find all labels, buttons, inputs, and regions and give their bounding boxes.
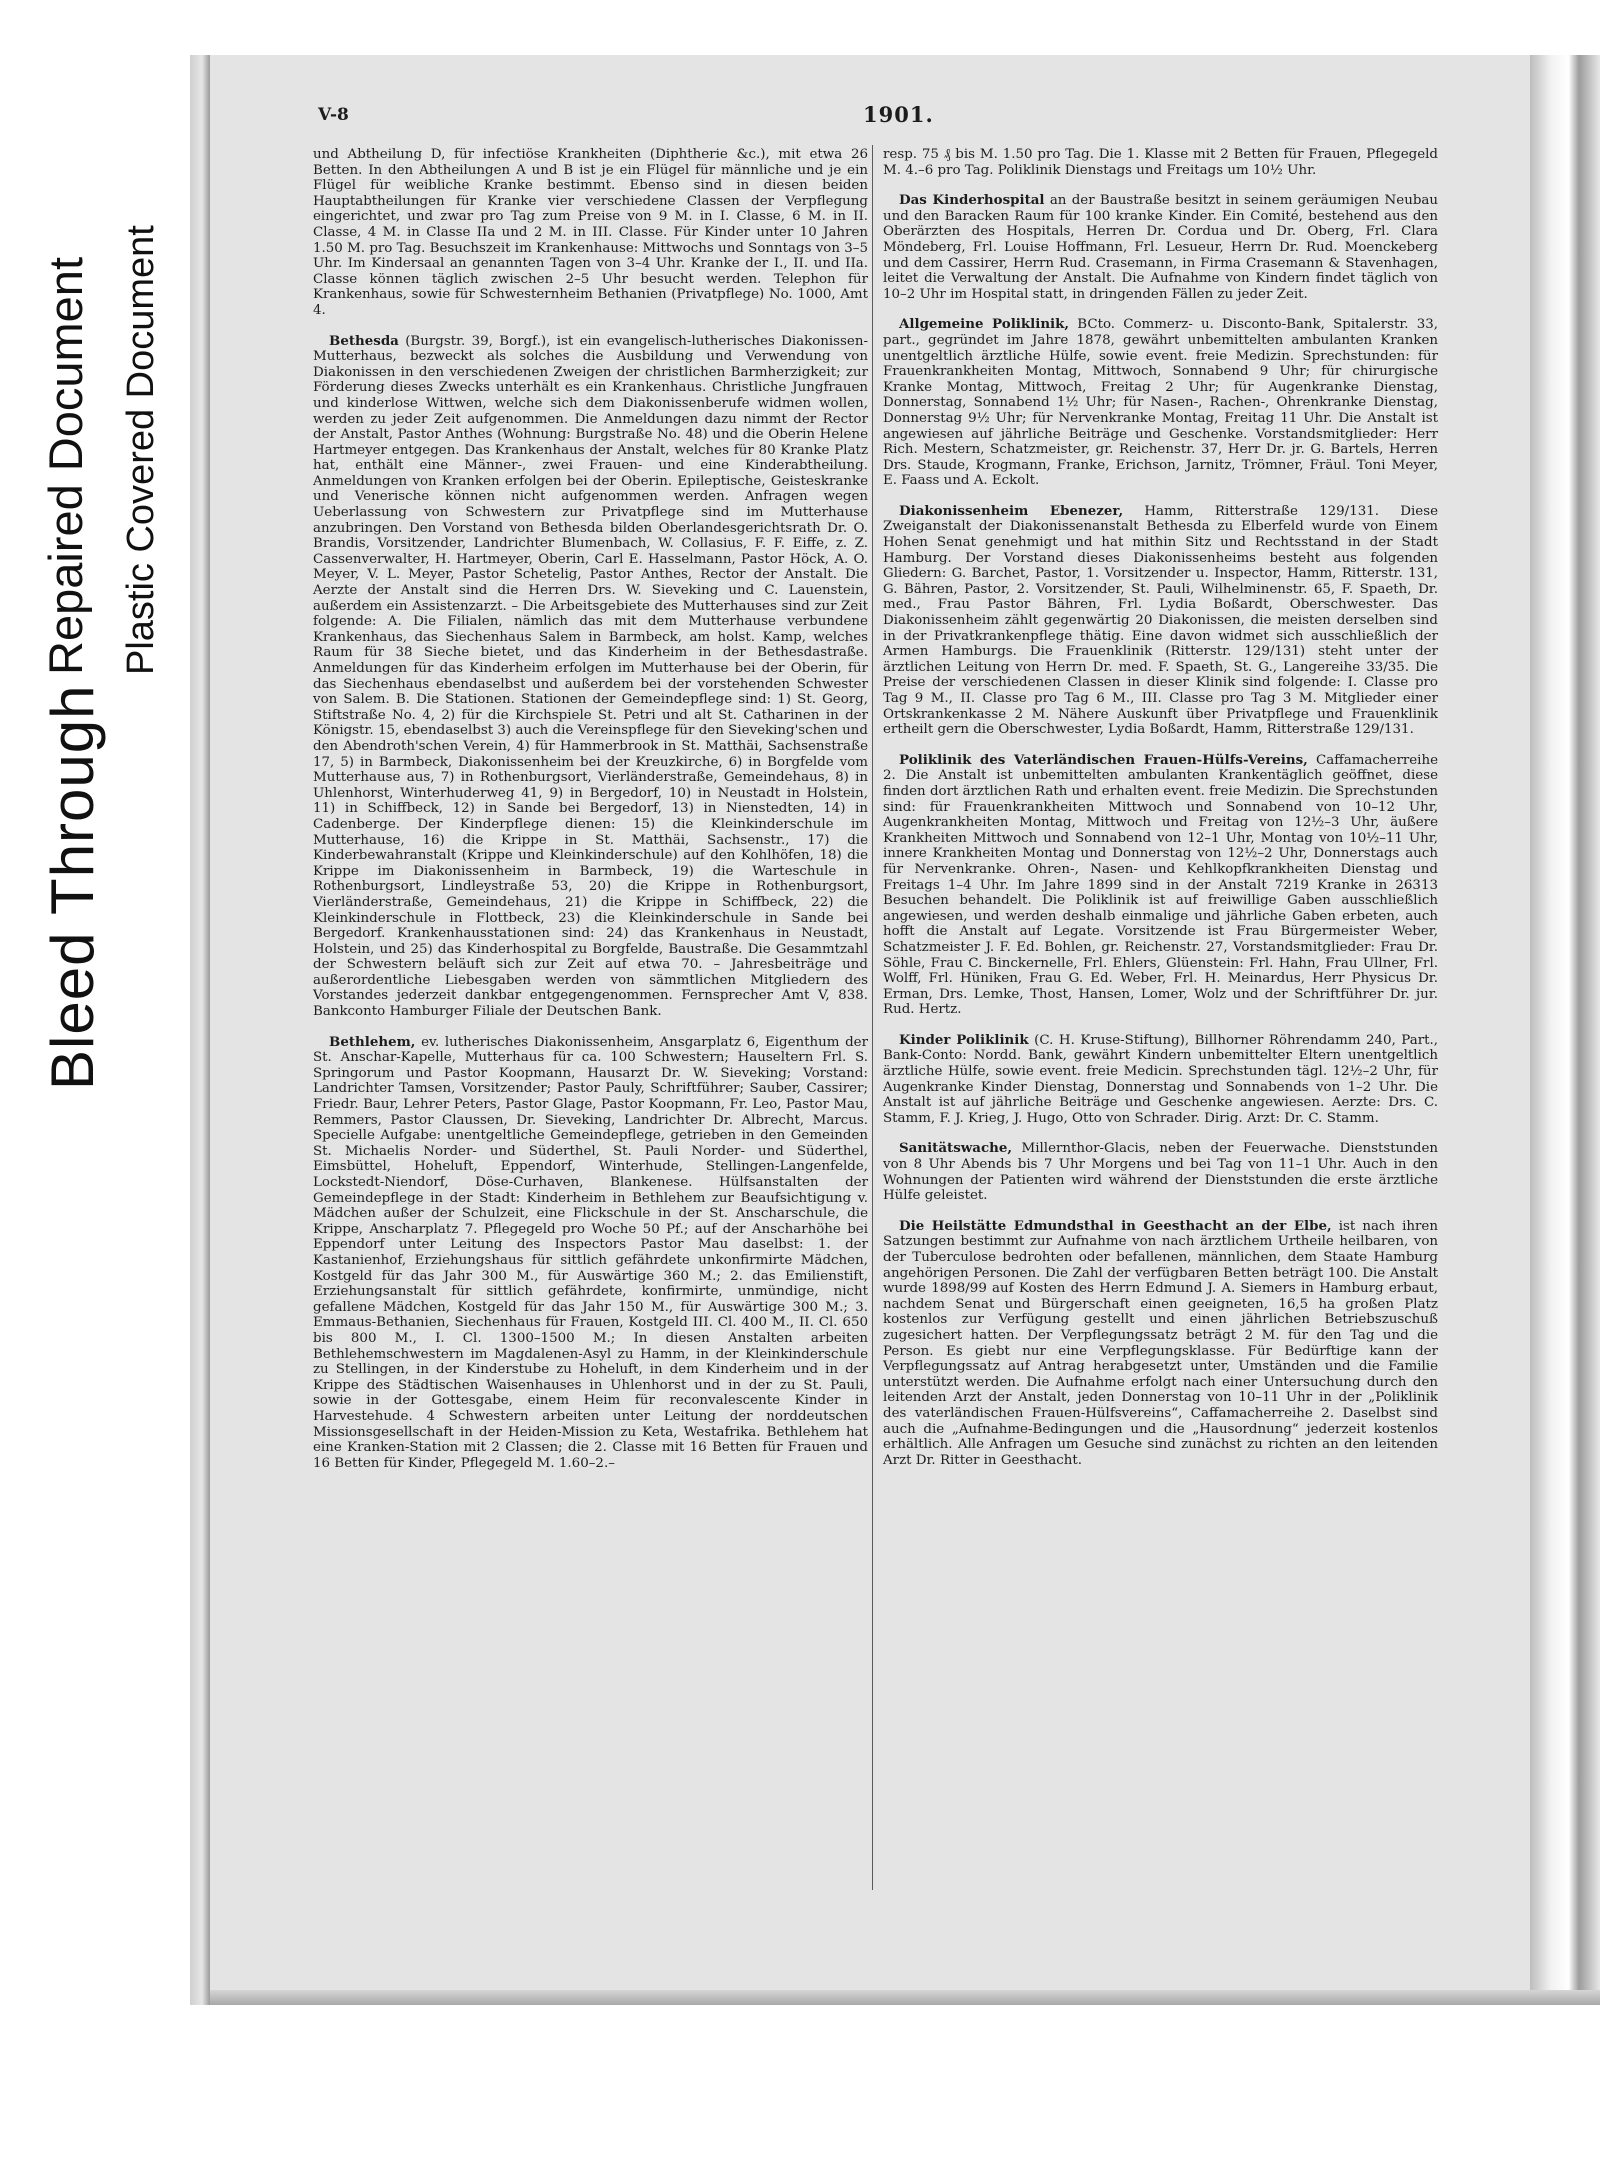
entry-heading: Kinder Poliklinik — [899, 1031, 1029, 1048]
scan-binding-edge — [190, 55, 210, 2005]
scan-bottom-shadow — [210, 1990, 1600, 2005]
entry-text: ist nach ihren Satzungen bestimmt zur Aufnahme von nach ärztlichem Urtheile heilbaren, von der Tuberculose bedrohten oder befallenen, männlichen, dem Staate Hamburg angehörigen Personen. Die Zahl der verfügbaren Betten beträgt 100. Die Anstalt wurde 1898/99 auf Kosten des Herrn Edmund J. A. Siemers in Hamburg erbaut, nachdem Senat und Bürgerschaft einen geeigneten, 16,5 ha großen Platz kostenlos zur Verfügung gestellt und einen jährlichen Betriebszuschuß zugesichert hatten. Der Verpflegungssatz beträgt 2 M. für den Tag und die Person. Es giebt nur eine Verpflegungsklasse. Für Bedürftige kann der Verpflegungssatz auf Antrag herabgesetzt unter, Umständen und die Familie unterstützt werden. Die Aufnahme erfolgt nach einer Untersuchung durch den leitenden Arzt der Anstalt, jeden Donnerstag von 10–11 Uhr in der „Poliklinik des vaterländischen Frauen-Hülfsvereins“, Caffamacherreihe 2. Daselbst sind auch die „Aufnahme-Bedingungen und die „Hausordnung“ jederzeit kostenlos erhältlich. Alle Anfragen um Gesuche sind zunächst zu richten an den leitenden Arzt Dr. Ritter in Geesthacht. — [883, 1218, 1438, 1468]
column-divider — [872, 145, 873, 1890]
entry-paragraph — [883, 193, 1438, 302]
entry-paragraph — [883, 1033, 1438, 1127]
page-year: 1901. — [863, 102, 934, 127]
entry-text: Millernthor-Glacis, neben der Feuerwache. Dienststunden von 8 Uhr Abends bis 7 Uhr Morgens und bei Tag von 11–1 Uhr. Auch in den Wohnungen der Patienten wird während der Dienststunden die erste ärztliche Hülfe geleistet. — [883, 1141, 1438, 1204]
entry-paragraph — [313, 147, 868, 319]
entry-paragraph — [883, 1141, 1438, 1203]
entry-paragraph — [883, 753, 1438, 1018]
bleed-through-label: Bleed Through — [39, 684, 106, 1090]
entry-heading: Das Kinderhospital — [899, 192, 1045, 209]
entry-heading: Sanitätswache, — [899, 1140, 1013, 1157]
entry-heading: Diakonissenheim Ebenezer, — [899, 502, 1124, 519]
entry-text: an der Baustraße besitzt in seinem geräumigen Neubau und den Baracken Raum für 100 kranke Kinder. Ein Comité, bestehend aus den Oberärzten des Hospitals, Herren Dr. Cordua und Dr. Oberg, Frl. Clara Möndeberg, Frl. Louise Hoffmann, Frl. Lesueur, Herrn Dr. Rud. Moenckeberg und dem Cassirer, Herrn Rud. Crasemann, in Firma Crasemann & Stavenhagen, leitet die Verwaltung der Anstalt. Die Aufnahme von Kindern findet täglich von 10–2 Uhr im Hospital statt, in dringenden Fällen zu jeder Zeit. — [883, 193, 1439, 302]
entry-paragraph — [313, 1035, 868, 1472]
entry-heading: Bethesda — [329, 332, 399, 349]
entry-text: Caffamacherreihe 2. Die Anstalt ist unbemittelten ambulanten Krankentäglich geöffnet, diese finden dort ärztlichen Rath und erhalten event. freie Medizin. Die Sprechstunden sind: für Frauenkrankheiten Mittwoch und Sonnabend von 10–12 Uhr, Augenkrankheiten Montag, Mittwoch und Freitag von 12½–3 Uhr, äußere Krankheiten Mittwoch und Sonnabend von 12–1 Uhr, Montag von 10½–11 Uhr, innere Krankheiten Montag und Donnerstag von 12½–2 Uhr, Donnerstags auch für Nervenkranke. Ohren-, Nasen- und Kehlkopfkrankheiten Dienstag und Freitags 1–4 Uhr. Im Jahre 1899 sind in der Anstalt 7219 Kranke in 26313 Besuchen behandelt. Die Poliklinik ist auf freiwillige Gaben ausschließlich angewiesen, und werden deshalb einmalige und jährliche Gaben erbeten, auch hofft die Anstalt auf Legate. Vorsitzende ist Frau Bürgermeister Weber, Schatzmeister J. F. Ed. Bohlen, gr. Reichenstr. 27, Vorstandsmitglieder: Frau Dr. Söhle, Frau C. Binckernelle, Frl. Ehlers, Glüenstein: Frl. Hahn, Frau Ullner, Frl. Wolff, Frl. Hüniken, Frau G. Ed. Weber, Frl. H. Meinardus, Herr Physicus Dr. Erman, Drs. Lemke, Thost, Hansen, Lomer, Wolz und der Schriftführer Dr. jur. Rud. Hertz. — [883, 752, 1438, 1018]
page-header — [318, 102, 1488, 135]
entry-heading: Poliklinik des Vaterländischen Frauen-Hülfs-Vereins, — [899, 751, 1308, 768]
plastic-covered-label: Plastic Covered Document — [120, 225, 162, 675]
entry-text: Hamm, Ritterstraße 129/131. Diese Zweiganstalt der Diakonissenanstalt Bethesda zu Elberfeld wurde von Einem Hohen Senat genehmigt und hat mithin Sitz und Rechtsstand in der Stadt Hamburg. Der Vorstand dieses Diakonissenheims besteht aus folgenden Gliedern: G. Barchet, Pastor, 1. Vorsitzender u. Inspector, Hamm, Ritterstr. 131, G. Bähren, Pastor, 2. Vorsitzender, St. Pauli, Wilhelminenstr. 65, F. Spaeth, Dr. med., Frau Pastor Bähren, Frl. Lydia Boßardt, Oberschwester. Das Diakonissenheim zählt gegenwärtig 20 Diakonissen, die meisten derselben sind in der Privatkrankenpflege thätig. Eine davon widmet sich ausschließlich der Armen Hamburgs. Die Frauenklinik (Ritterstr. 129/131) steht unter der ärztlichen Leitung von Herrn Dr. med. F. Spaeth, St. G., Langereihe 33/35. Die Preise der verschiedenen Classen in dieser Klinik sind folgende: I. Classe pro Tag 9 M., II. Classe pro Tag 6 M., III. Classe pro Tag 3 M. Mitglieder einer Ortskrankenkasse 2 M. Nähere Auskunft über Privatpflege und Frauenklinik ertheilt gern die Oberschwester, Lydia Boßardt, Hamm, Ritterstraße 129/131. — [883, 503, 1438, 738]
entry-heading: Allgemeine Poliklinik, — [899, 316, 1070, 333]
right-column — [883, 147, 1438, 1483]
entry-paragraph — [883, 1219, 1438, 1469]
entry-text: (C. H. Kruse-Stiftung), Billhorner Röhrendamm 240, Part., Bank-Conto: Nordd. Bank, gewährt Kindern unbemittelter Eltern unentgeltlich ärztliche Hülfe, sowie event. freie Medicin. Sprechstunden tägl. 12½–2 Uhr, für Augenkranke Kinder Dienstag, Donnerstag und Sonnabends von 1–2 Uhr. Die Anstalt ist auf jährliche Beiträge und Geschenke angewiesen. Aerzte: Drs. C. Stamm, F. J. Krieg, J. Hugo, Otto von Schrader. Dirig. Arzt: Dr. C. Stamm. — [883, 1032, 1438, 1126]
entry-heading: Bethlehem, — [329, 1033, 416, 1050]
left-column — [313, 147, 868, 1486]
entry-text: und Abtheilung D, für infectiöse Krankheiten (Diphtherie &c.), mit etwa 26 Betten. In den Abtheilungen A und B ist je ein Flügel für männliche und je ein Flügel für weibliche Kranke bestimmt. Ebenso sind in diesen beiden Hauptabtheilungen für Kranke vier verschiedene Classen der Verpflegung eingerichtet, und zwar pro Tag zum Preise von 9 M. in I. Classe, 6 M. in II. Classe, 4 M. in Classe IIa und 2 M. in III. Classe. Für Kinder unter 10 Jahren 1.50 M. pro Tag. Besuchszeit im Krankenhause: Mittwochs und Sonntags von 3–5 Uhr. Im Kindersaal an genannten Tagen von 3–4 Uhr. Kranke der I., II. und IIa. Classe können täglich zwischen 2–5 Uhr besucht werden. Telephon für Krankenhaus, sowie für Schwesternheim Bethanien (Privatpflege) No. 1000, Amt 4. — [313, 147, 868, 318]
entry-paragraph — [313, 334, 868, 1020]
entry-text: (Burgstr. 39, Borgf.), ist ein evangelisch-lutherisches Diakonissen-Mutterhaus, bezweckt als solches die Ausbildung und Verwendung von Diakonissen in den verschiedenen Zweigen der christlichen Barmherzigkeit; zur Förderung dieses Zwecks unterhält es ein Krankenhaus. Christliche Jungfrauen und kinderlose Wittwen, welche sich dem Diakonissenberufe widmen wollen, werden zu jeder Zeit aufgenommen. Die Anmeldungen dazu nimmt der Rector der Anstalt, Pastor Anthes (Wohnung: Burgstraße No. 48) und die Oberin Helene Hartmeyer entgegen. Das Krankenhaus der Anstalt, welches für 80 Kranke Platz hat, enthält eine Männer-, zwei Frauen- und eine Kinderabtheilung. Anmeldungen von Kranken erfolgen bei der Oberin. Epileptische, Geisteskranke und Venerische können nicht aufgenommen werden. Anfragen wegen Ueberlassung von Schwestern zur Privatpflege sind im Mutterhause anzubringen. Den Vorstand von Bethesda bilden Oberlandesgerichtsrath Dr. O. Brandis, Vorsitzender, Landrichter Blumenbach, W. Collasius, F. F. Eiffe, z. Z. Cassenverwalter, H. Hartmeyer, Oberin, Carl E. Hasselmann, Pastor Höck, A. O. Meyer, V. L. Meyer, Pastor Schetelig, Pastor Anthes, Rector der Anstalt. Die Aerzte der Anstalt sind die Herren Drs. W. Sieveking und C. Lauenstein, außerdem ein Assistenzarzt. – Die Arbeitsgebiete des Mutterhauses sind zur Zeit folgende: A. Die Filialen, nämlich das mit dem Mutterhause verbundene Krankenhaus, das Siechenhaus Salem in Barmbeck, am holst. Kamp, welches Raum für 38 Sieche bietet, und das Kinderheim in der Bethesdastraße. Anmeldungen für das Kinderheim erfolgen im Mutterhause bei der Oberin, für das Siechenhaus ebendaselbst und außerdem bei der vorstehenden Schwester von Salem. B. Die Stationen. Stationen der Gemeindepflege sind: 1) St. Georg, Stiftstraße No. 4, 2) für die Kirchspiele St. Petri und alt St. Catharinen in der Königstr. 15, ebendaselbst 3) auch die Vereinspflege für den Sieveking'schen und den Abendroth'schen Verein, 4) für Hammerbrook in St. Matthäi, Sachsenstraße 17, 5) in Barmbeck, Diakonissenheim bei der Kreuzkirche, 6) in Borgfelde vom Mutterhause aus, 7) in Rothenburgsort, Vierländerstraße, Gemeindehaus, 8) in Uhlenhorst, Winterhuderweg 41, 9) in Bergedorf, 10) in Neustadt in Holstein, 11) in Schiffbeck, 12) in Sande bei Bergedorf, 13) in Nienstedten, 14) in Cadenberge. Der Kinderpflege dienen: 15) die Kleinkinderschule im Mutterhause, 16) die Krippe in St. Matthäi, Sachsenstr., 17) die Kinderbewahranstalt (Krippe und Kleinkinderschule) auf den Kohlhöfen, 18) die Krippe im Diakonissenheim in Barmbeck, 19) die Warteschule in Rothenburgsort, Lindleystraße 53, 20) die Krippe in Rothenburgsort, Vierländerstraße, Gemeindehaus, 21) die Krippe in Schiffbeck, 22) die Kleinkinderschule in Flottbeck, 23) die Kleinkinderschule in Sande bei Bergedorf. Krankenhausstationen sind: 24) das Krankenhaus in Neustadt, Holstein, und 25) das Kinderhospital zu Borgfelde, Baustraße. Die Gesammtzahl der Schwestern beläuft sich zur Zeit auf etwa 70. – Jahresbeiträge und außerordentliche Liebesgaben werden von sämmtlichen Mitgliedern des Vorstandes jederzeit dankbar entgegengenommen. Fernsprecher Amt V, 838. Bankconto Hamburger Filiale der Deutschen Bank. — [313, 333, 868, 1020]
entry-paragraph — [883, 317, 1438, 489]
repaired-document-label: Repaired Document — [39, 257, 92, 675]
entry-paragraph — [883, 504, 1438, 738]
entry-text: BCto. Commerz- u. Disconto-Bank, Spitalerstr. 33, part., gegründet im Jahre 1878, gewährt unbemittelten ambulanten Kranken unentgeltlich ärztliche Hülfe, sowie event. freie Medizin. Sprechstunden: für Frauenkrankheiten Montag, Mittwoch, Sonnabend 9 Uhr; für chirurgische Kranke Montag, Mittwoch, Freitag 2 Uhr; für Augenkranke Dienstag, Donnerstag, Sonnabend 1½ Uhr; für Nasen-, Rachen-, Ohrenkranke Dienstag, Donnerstag 9½ Uhr; für Nervenkranke Montag, Freitag 11 Uhr. Die Anstalt ist angewiesen auf jährliche Beiträge und Geschenke. Vorstandsmitglieder: Herr Rich. Mestern, Schatzmeister, gr. Reichenstr. 37, Herr Dr. jr. G. Bartels, Herren Drs. Staude, Krogmann, Franke, Erichson, Jarnitz, Trömner, Fräul. Toni Meyer, E. Faass und A. Eckolt. — [883, 317, 1438, 489]
entry-text: resp. 75 ₰ bis M. 1.50 pro Tag. Die 1. Klasse mit 2 Betten für Frauen, Pflegegeld M. 4.–6 pro Tag. Poliklinik Dienstags und Freitags um 10½ Uhr. — [883, 147, 1438, 178]
entry-text: ev. lutherisches Diakonissenheim, Ansgarplatz 6, Eigenthum der St. Anschar-Kapelle, Mutterhaus für ca. 100 Schwestern; Hauseltern Frl. S. Springorum und Pastor Koopmann, Hausarzt Dr. W. Sieveking; Vorstand: Landrichter Tamsen, Vorsitzender; Pastor Pauly, Schriftführer; Sauber, Cassirer; Friedr. Baur, Lehrer Peters, Pastor Glage, Pastor Koopmann, Fr. Leo, Pastor Mau, Remmers, Pastor Claussen, Dr. Sieveking, Landrichter Dr. Albrecht, Marcus. Specielle Aufgabe: unentgeltliche Gemeindepflege, getrieben in den Gemeinden St. Michaelis Norder- und Süderthel, St. Pauli Norder- und Süderthel, Eimsbüttel, Hoheluft, Eppendorf, Winterhude, Stellingen-Langenfelde, Lockstedt-Niendorf, Döse-Curhaven, Blankenese. Hülfsanstalten der Gemeindepflege in der Stadt: Kinderheim in Bethlehem zur Beaufsichtigung v. Mädchen außer der Schulzeit, eine Flickschule in der St. Anscharschule, die Krippe, Anscharplatz 7. Pflegegeld pro Woche 50 Pf.; auf der Anscharhöhe bei Eppendorf unter Leitung des Inspectors Pastor Mau daselbst: 1. der Kastanienhof, Erziehungshaus für sittlich gefährdete unkonfirmirte Mädchen, Kostgeld für das Jahr 300 M., für Auswärtige 360 M.; 2. das Emilienstift, Erziehungsanstalt für sittlich gefährdete, konfirmirte, unmündige, nicht gefallene Mädchen, Kostgeld für das Jahr 150 M., für Auswärtige 300 M.; 3. Emmaus-Bethanien, Siechenhaus für Frauen, Kostgeld III. Cl. 400 M., II. Cl. 650 bis 800 M., I. Cl. 1300–1500 M.; In diesen Anstalten arbeiten Bethlehemschwestern im Magdalenen-Asyl zu Hamm, in der Kleinkinderschule zu Stellingen, in der Kinderstube zu Hoheluft, in dem Kinderheim und in der Krippe des Städtischen Waisenhauses in Uhlenhorst und in der zu St. Pauli, sowie in der Gottesgabe, einem Heim für reconvalescente Kinder in Harvestehude. 4 Schwestern arbeiten unter Leitung der norddeutschen Missionsgesellschaft in der Heiden-Mission zu Keta, Westafrika. Bethlehem hat eine Kranken-Station mit 2 Classen; die 2. Classe mit 16 Betten für Frauen und 16 Betten für Kinder, Pflegegeld M. 1.60–2.– — [313, 1034, 868, 1471]
scanned-page — [210, 55, 1600, 2005]
entry-paragraph — [883, 147, 1438, 178]
paper-sheet — [210, 55, 1530, 2005]
plastic-cover-edge — [1530, 55, 1600, 2005]
side-label-panel — [0, 55, 190, 2045]
section-number: V-8 — [318, 105, 349, 125]
entry-heading: Die Heilstätte Edmundsthal in Geesthacht an der Elbe, — [899, 1217, 1332, 1234]
